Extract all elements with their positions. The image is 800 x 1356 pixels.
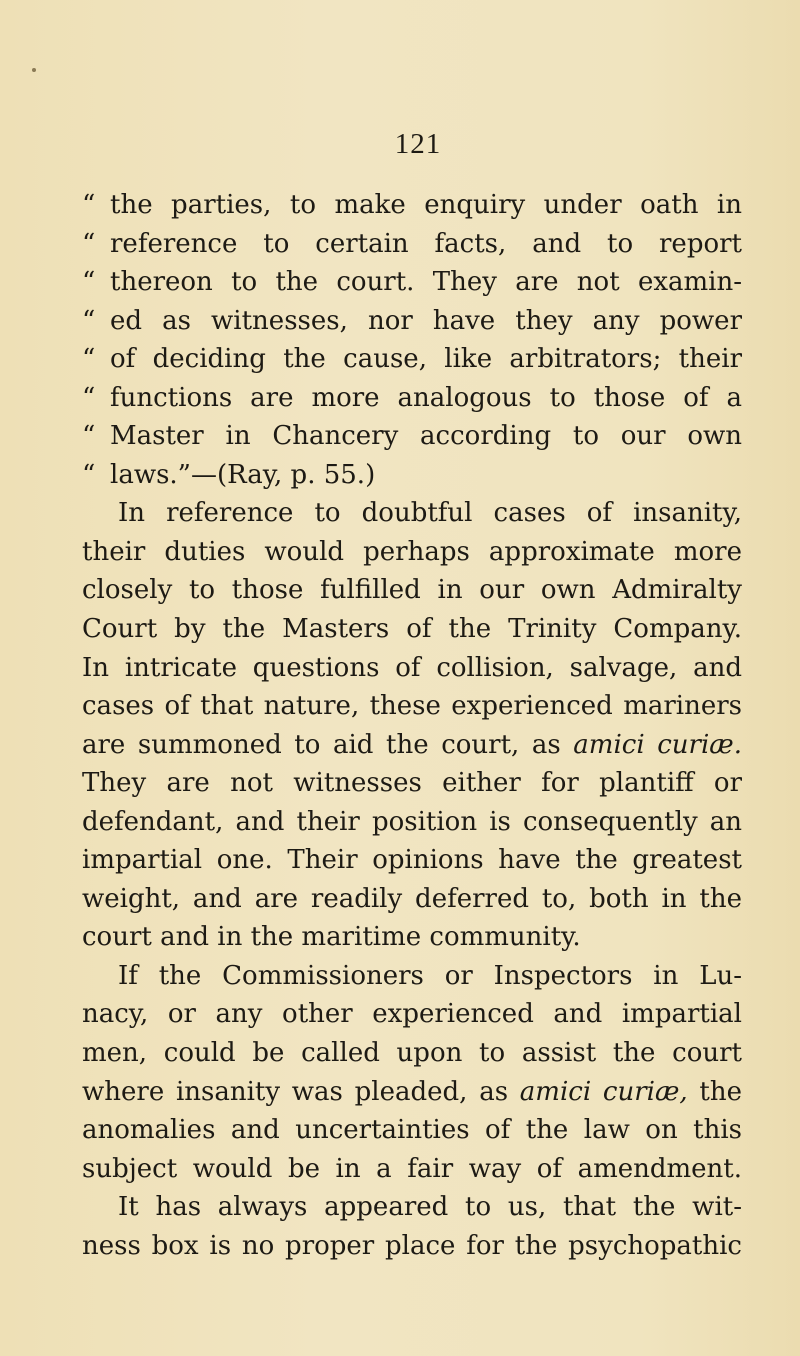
text-line (82, 995, 742, 1034)
line-text: In intricate questions of collision, salvage, and (82, 652, 742, 683)
line-text: ed as witnesses, nor have they any power (110, 305, 742, 336)
text-line (82, 225, 742, 264)
paper-speck (32, 68, 36, 72)
text-line (82, 417, 742, 456)
line-text: reference to certain facts, and to report (110, 228, 742, 259)
text-line (82, 340, 742, 379)
text-line (82, 1150, 742, 1189)
paragraph-first-line (82, 957, 742, 996)
text-line (82, 918, 742, 957)
line-text: weight, and are readily deferred to, both in the (82, 883, 742, 914)
text-line (82, 456, 742, 495)
quote-mark: “ (82, 228, 96, 259)
text-line (82, 571, 742, 610)
line-text: the (687, 1076, 742, 1107)
text-line (82, 841, 742, 880)
line-text: It has always appeared to us, that the wit- (118, 1192, 742, 1223)
paragraph-first-line (82, 1188, 742, 1227)
body-text (82, 186, 742, 1265)
line-text: court and in the maritime community. (82, 922, 581, 953)
line-text: Master in Chancery according to our own (110, 421, 742, 452)
line-text: impartial one. Their opinions have the greatest (82, 845, 742, 876)
line-text: thereon to the court. They are not examin- (110, 267, 742, 298)
text-line (82, 1034, 742, 1073)
text-line (82, 1073, 742, 1112)
line-text: Court by the Masters of the Trinity Company. (82, 614, 742, 645)
text-line (82, 1227, 742, 1266)
page-number: 121 (394, 128, 442, 160)
line-text: where insanity was pleaded, as (82, 1076, 520, 1107)
line-text: closely to those fulfilled in our own Admiralty (82, 575, 742, 606)
quote-mark: “ (82, 421, 96, 452)
line-text: men, could be called upon to assist the court (82, 1038, 742, 1069)
line-text: anomalies and uncertainties of the law on this (82, 1115, 742, 1146)
line-text: functions are more analogous to those of a (110, 382, 742, 413)
text-line (82, 379, 742, 418)
text-line (82, 726, 742, 765)
text-line (82, 302, 742, 341)
line-text: If the Commissioners or Inspectors in Lu- (118, 960, 742, 991)
text-line (82, 610, 742, 649)
quote-mark: “ (82, 344, 96, 375)
line-text: their duties would perhaps approximate more (82, 536, 742, 567)
line-text: nacy, or any other experienced and impartial (82, 999, 742, 1030)
italic-phrase: amici curiæ. (573, 729, 742, 760)
text-line (82, 649, 742, 688)
quote-mark: “ (82, 305, 96, 336)
line-text: laws.”—(Ray, p. 55.) (110, 459, 376, 490)
text-line (82, 880, 742, 919)
paragraph-first-line (82, 494, 742, 533)
line-text: subject would be in a fair way of amendment. (82, 1153, 742, 1184)
text-line (82, 263, 742, 302)
line-text: the parties, to make enquiry under oath in (110, 190, 742, 220)
text-line (82, 687, 742, 726)
text-line (82, 186, 742, 225)
text-line (82, 803, 742, 842)
text-line (82, 1111, 742, 1150)
line-text: defendant, and their position is consequently an (82, 806, 742, 837)
line-text: They are not witnesses either for plantiff or (82, 768, 742, 799)
quote-mark: “ (82, 190, 96, 220)
line-text: In reference to doubtful cases of insanity, (118, 498, 742, 529)
quote-mark: “ (82, 382, 96, 413)
line-text: cases of that nature, these experienced mariners (82, 691, 742, 722)
text-line (82, 764, 742, 803)
line-text: are summoned to aid the court, as (82, 729, 574, 760)
quote-mark: “ (82, 267, 96, 298)
line-text: ness box is no proper place for the psychopathic (82, 1230, 742, 1261)
italic-phrase: amici curiæ, (519, 1076, 688, 1107)
text-line (82, 533, 742, 572)
quote-mark: “ (82, 459, 96, 490)
line-text: of deciding the cause, like arbitrators; their (110, 344, 742, 375)
